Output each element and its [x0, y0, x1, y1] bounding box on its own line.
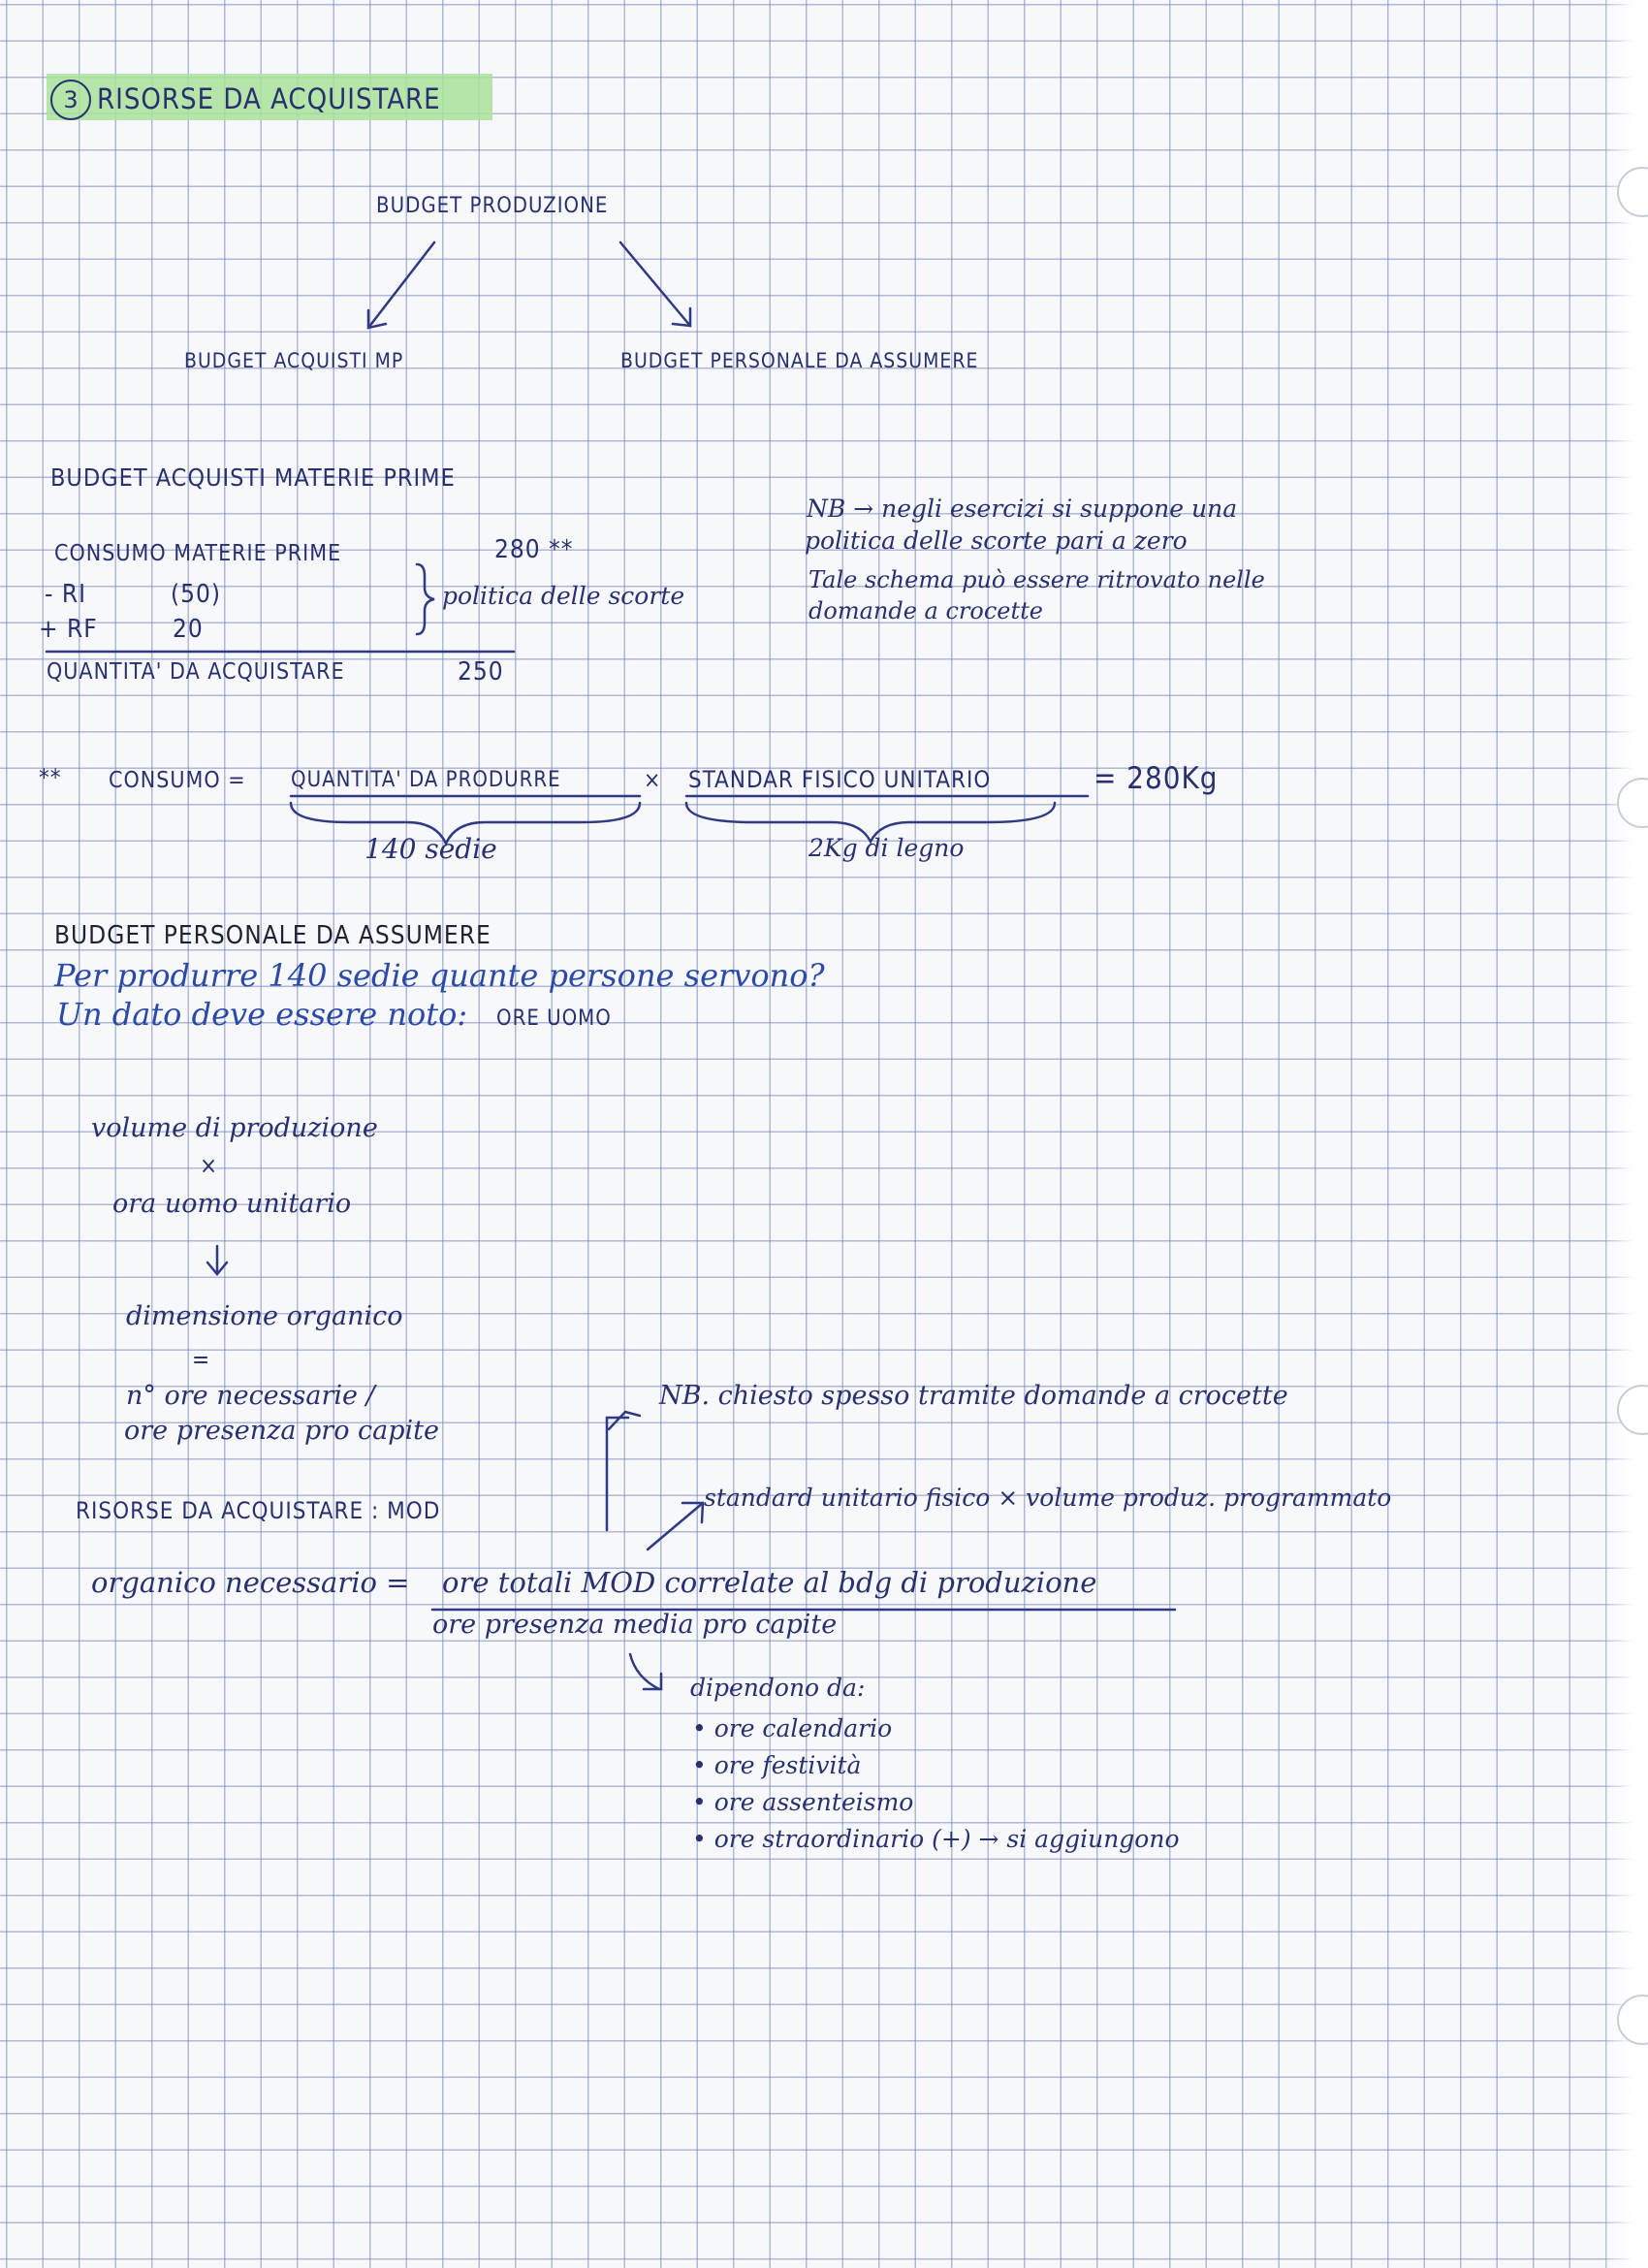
nb-note-4: domande a crocette	[808, 597, 1043, 624]
formula-ore-necessarie: n° ore necessarie /	[126, 1381, 375, 1411]
formula-times-2: ×	[200, 1152, 219, 1179]
tree-right: BUDGET PERSONALE DA ASSUMERE	[620, 349, 979, 372]
tree-root: BUDGET PRODUZIONE	[376, 194, 609, 218]
formula-dimensione: dimensione organico	[126, 1301, 403, 1331]
nb-note-2: politica delle scorte pari a zero	[805, 527, 1188, 555]
section-title: RISORSE DA ACQUISTARE	[97, 82, 441, 115]
mod-item: • ore straordinario (+) → si aggiungono	[692, 1825, 1180, 1853]
mod-item: • ore assenteismo	[692, 1788, 914, 1816]
formula-ore-presenza: ore presenza pro capite	[124, 1416, 440, 1446]
consumo-value: 280 **	[494, 535, 574, 564]
formula-lhs: CONSUMO =	[109, 768, 246, 793]
mod-item: • ore calendario	[692, 1714, 893, 1742]
total-value: 250	[458, 657, 504, 687]
nb-crocette: NB. chiesto spesso tramite domande a crocette	[659, 1381, 1288, 1411]
rf-label: + RF	[39, 615, 98, 644]
rf-value: 20	[173, 615, 204, 644]
formula-volume: volume di produzione	[91, 1113, 378, 1143]
nb-note-3: Tale schema può essere ritrovato nelle	[808, 566, 1265, 593]
nb-note-1: NB → negli esercizi si suppone una	[807, 495, 1238, 523]
mod-depends: dipendono da:	[690, 1674, 866, 1702]
tree-left: BUDGET ACQUISTI MP	[184, 349, 404, 372]
total-label: QUANTITA' DA ACQUISTARE	[47, 659, 345, 685]
personale-heading: BUDGET PERSONALE DA ASSUMERE	[54, 921, 491, 950]
formula-ora-uomo: ora uomo unitario	[112, 1189, 352, 1219]
personale-q2: Un dato deve essere noto:	[56, 996, 468, 1033]
brace-note: politica delle scorte	[442, 582, 685, 610]
formula-factor2: STANDAR FISICO UNITARIO	[688, 766, 992, 793]
consumo-label: CONSUMO MATERIE PRIME	[54, 541, 342, 566]
formula-equals: =	[192, 1346, 211, 1373]
ri-label: - RI	[45, 580, 87, 609]
formula-factor1: QUANTITA' DA PRODURRE	[291, 768, 561, 792]
formula-marker: **	[39, 764, 62, 791]
formula-under2: 2Kg di legno	[808, 834, 965, 862]
personale-ore-uomo: ORE UOMO	[496, 1006, 612, 1031]
mod-lhs: organico necessario =	[91, 1566, 410, 1599]
mod-numerator: ore totali MOD correlate al bdg di produzione	[442, 1566, 1097, 1599]
formula-times: ×	[644, 768, 662, 793]
personale-q1: Per produrre 140 sedie quante persone servono?	[54, 957, 825, 994]
mod-note-top: standard unitario fisico × volume produz. programmato	[704, 1484, 1392, 1512]
ri-value: (50)	[171, 580, 222, 609]
mod-item: • ore festività	[692, 1751, 862, 1779]
mod-denominator: ore presenza media pro capite	[432, 1610, 838, 1640]
section-number: 3	[50, 80, 91, 120]
formula-result: = 280Kg	[1093, 761, 1219, 796]
acquisti-heading: BUDGET ACQUISTI MATERIE PRIME	[50, 463, 456, 492]
formula-under1: 140 sedie	[364, 833, 497, 865]
mod-heading: RISORSE DA ACQUISTARE : MOD	[76, 1497, 441, 1524]
